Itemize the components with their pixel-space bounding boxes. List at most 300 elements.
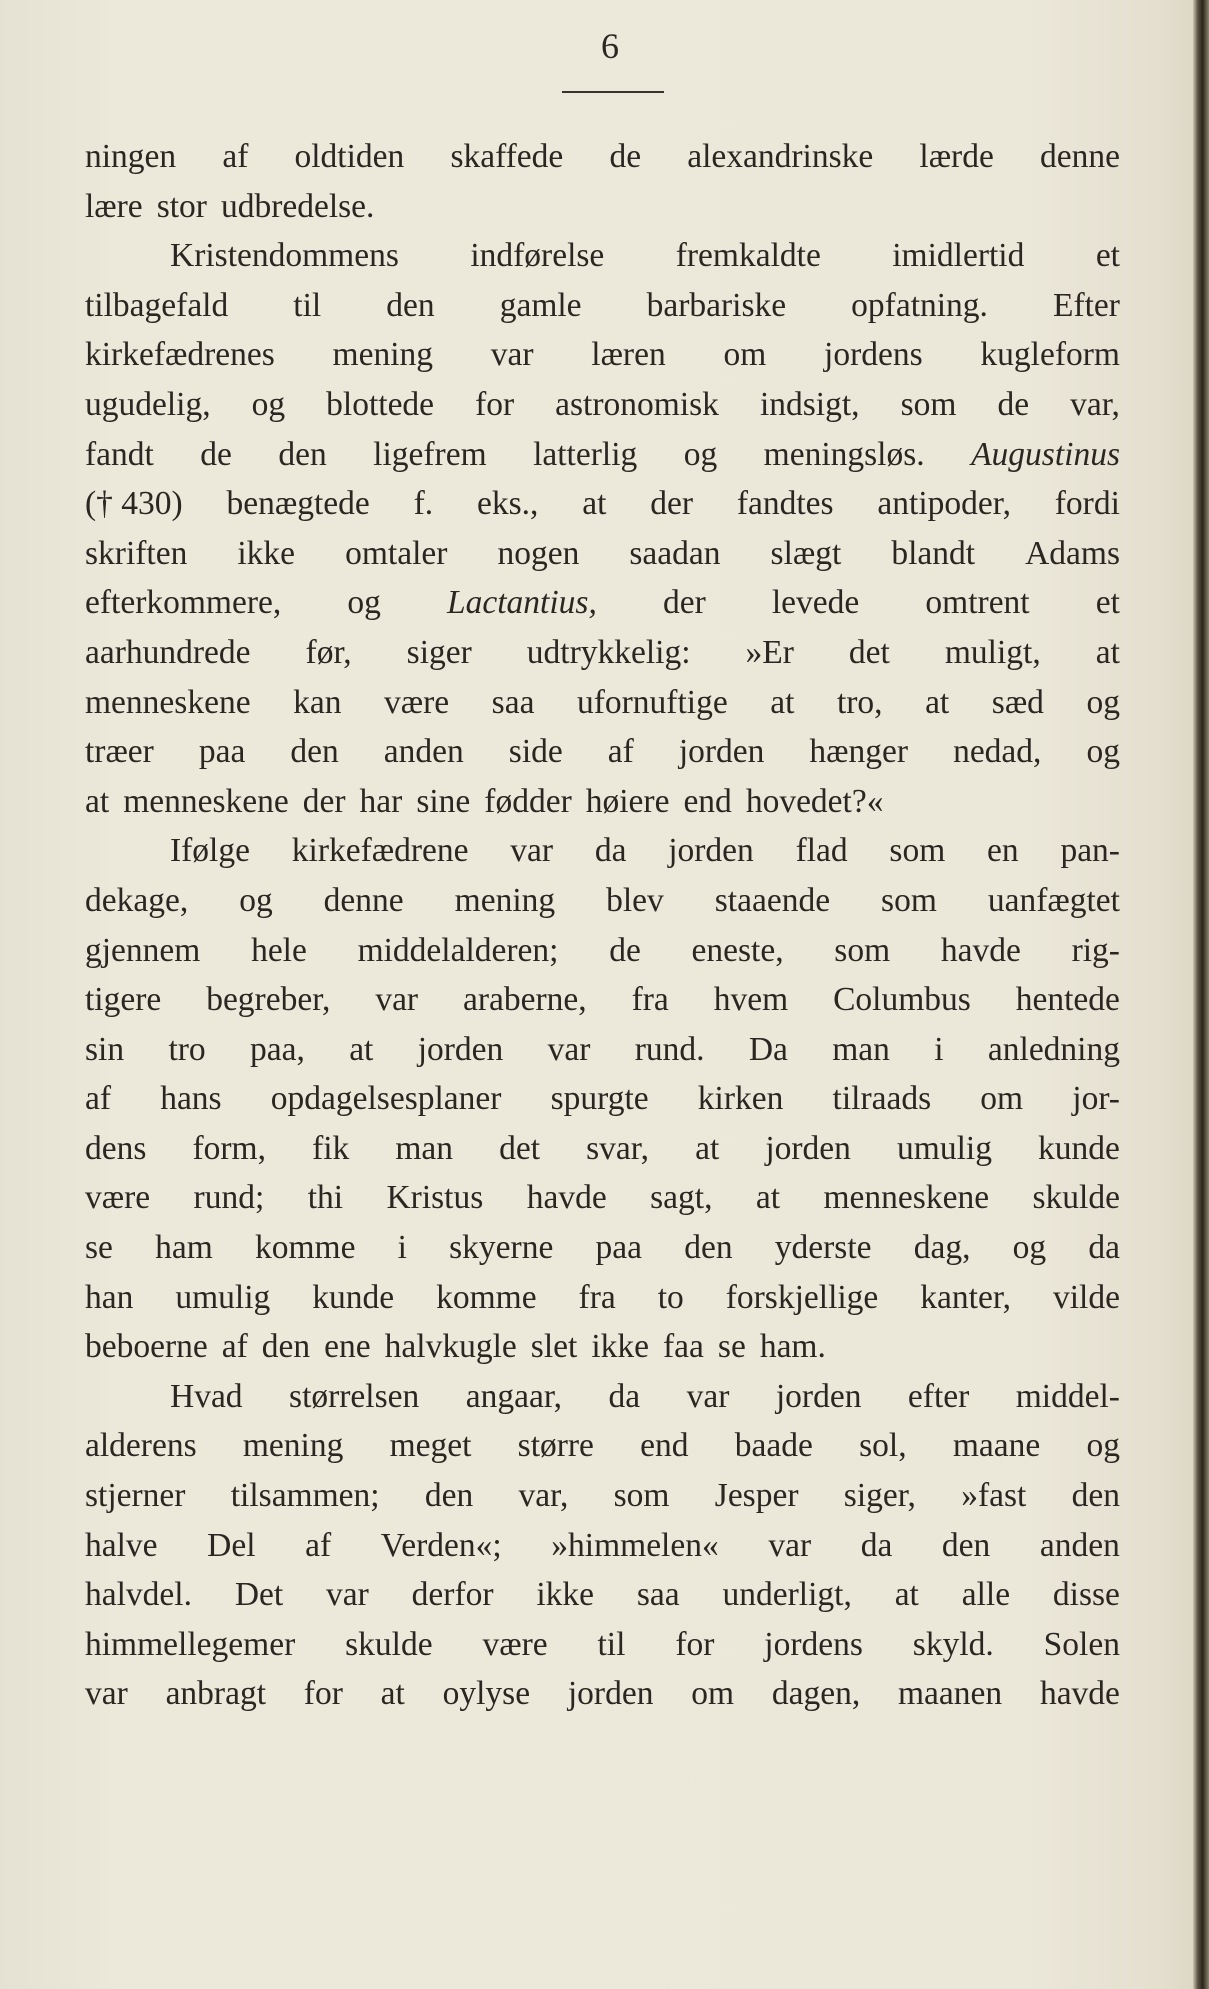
word: middel-: [1015, 1377, 1120, 1415]
book-spine-edge: [1193, 0, 1209, 1989]
word: hænger: [809, 733, 909, 771]
word: en: [987, 832, 1019, 870]
text-line: [85, 1669, 1120, 1719]
word: kugleform: [980, 336, 1120, 374]
word: man: [395, 1129, 454, 1167]
word: at: [85, 782, 110, 820]
word: ikke: [536, 1576, 595, 1614]
word: mening: [242, 1427, 344, 1465]
word: ligefrem: [373, 435, 487, 473]
word: saadan: [629, 534, 721, 572]
word: og: [1086, 733, 1120, 771]
word: kan: [293, 683, 342, 721]
word: jorden: [678, 733, 765, 771]
word: de: [200, 435, 232, 473]
word: rund;: [193, 1179, 265, 1217]
word: derfor: [411, 1576, 494, 1614]
word: og: [239, 881, 273, 919]
word: Ifølge: [170, 832, 250, 870]
word: at: [582, 485, 607, 523]
word: denne: [1039, 138, 1120, 175]
word: saa: [491, 683, 535, 721]
word: i: [397, 1229, 407, 1267]
word: umulig: [175, 1278, 271, 1316]
word: denne: [323, 881, 404, 919]
word: det: [848, 633, 890, 671]
word: ufornuftige: [576, 683, 728, 721]
word: den: [1071, 1477, 1120, 1515]
word: blottede: [326, 385, 435, 423]
word: indførelse: [470, 237, 605, 275]
word: fordi: [1054, 485, 1120, 523]
word: »fast: [961, 1477, 1027, 1515]
word: jorden: [567, 1675, 654, 1713]
text-line: [85, 231, 1120, 281]
text-line: [85, 281, 1120, 331]
word: dens: [85, 1129, 147, 1167]
word: fremkaldte: [675, 237, 821, 275]
word: være: [85, 1179, 151, 1217]
word: efterkommere,: [85, 584, 282, 622]
word: tigere: [85, 981, 162, 1019]
word: form,: [192, 1129, 266, 1167]
word: var: [85, 1675, 128, 1713]
word: han: [85, 1278, 134, 1316]
word: vilde: [1053, 1278, 1120, 1316]
word: menneskene: [123, 782, 289, 820]
text-line: [85, 1322, 1120, 1372]
word: kirkefædrene: [291, 832, 469, 870]
word: jor-: [1072, 1080, 1120, 1118]
word: tro,: [836, 683, 883, 721]
word: baade: [734, 1427, 813, 1465]
word: tilbagefald: [85, 286, 229, 324]
word: hovedet?«: [745, 782, 884, 820]
text-line: [85, 1074, 1120, 1124]
word: Hvad: [170, 1377, 243, 1415]
word: jorden: [775, 1377, 862, 1415]
word: Da: [748, 1030, 788, 1068]
word: mening: [332, 336, 433, 374]
word: oylyse: [442, 1675, 531, 1713]
word: jorden: [417, 1030, 504, 1068]
word: af: [222, 138, 249, 175]
word: af: [221, 1328, 248, 1366]
word: Solen: [1043, 1625, 1120, 1663]
word: astronomisk: [555, 385, 719, 423]
word: ugudelig,: [85, 385, 211, 423]
word: benægtede: [226, 485, 370, 523]
text-line: [85, 380, 1120, 430]
word: tro: [168, 1030, 206, 1068]
word: levede: [771, 584, 860, 622]
word: paa: [198, 733, 246, 771]
word: og: [683, 435, 718, 473]
word: imidlertid: [892, 237, 1025, 275]
word: se: [717, 1328, 746, 1366]
word: komme: [254, 1229, 356, 1267]
word: halvdel.: [85, 1576, 192, 1614]
word: side: [508, 733, 563, 771]
word: være: [482, 1625, 548, 1663]
word: at: [695, 1129, 720, 1167]
word: middelalderen;: [357, 931, 559, 969]
word: ham.: [759, 1328, 826, 1366]
word: de: [609, 931, 641, 969]
text-line: [85, 430, 1120, 480]
word: slet: [530, 1328, 578, 1366]
word: de: [609, 138, 642, 175]
word: Lactantius,: [447, 584, 597, 622]
word: antipoder,: [877, 485, 1011, 523]
word: udbredelse.: [220, 187, 375, 225]
page-number: 6: [601, 26, 619, 66]
word: i: [934, 1030, 944, 1068]
word: angaar,: [465, 1377, 563, 1415]
word: stjerner: [85, 1477, 186, 1515]
word: der: [650, 485, 693, 523]
word: menneskene: [85, 683, 251, 721]
word: ham: [155, 1229, 213, 1267]
word: spurgte: [550, 1080, 649, 1118]
word: Jesper: [714, 1477, 799, 1515]
word: havde: [940, 931, 1021, 969]
word: dekage,: [85, 881, 189, 919]
word: man: [832, 1030, 890, 1068]
word: at: [380, 1675, 405, 1713]
text-line: [85, 578, 1120, 628]
word: skriften: [85, 534, 188, 572]
word: skulde: [345, 1625, 433, 1663]
word: paa: [595, 1229, 643, 1267]
word: at: [894, 1576, 919, 1614]
word: siger: [406, 633, 472, 671]
word: havde: [526, 1179, 607, 1217]
word: muligt,: [944, 633, 1041, 671]
word: at: [755, 1179, 781, 1217]
word: den: [941, 1526, 991, 1564]
word: høiere: [585, 782, 670, 820]
word: de: [997, 385, 1030, 423]
word: for: [675, 1625, 715, 1663]
word: anden: [1039, 1526, 1120, 1564]
body-text: [85, 132, 1120, 1719]
text-line: [85, 1025, 1120, 1075]
text-line: [85, 727, 1120, 777]
word: den: [261, 1328, 311, 1366]
text-line: [85, 182, 1120, 232]
word: end: [683, 782, 732, 820]
word: et: [1095, 584, 1120, 622]
text-line: [85, 1421, 1120, 1471]
text-line: [85, 826, 1120, 876]
word: eks.,: [476, 485, 539, 523]
word: sagt,: [650, 1179, 713, 1217]
word: fra: [578, 1278, 616, 1316]
word: umulig: [897, 1129, 992, 1167]
word: opdagelsesplaner: [270, 1080, 502, 1118]
word: ikke: [237, 534, 296, 572]
word: Det: [234, 1576, 284, 1614]
word: lære: [85, 187, 143, 225]
word: saa: [636, 1576, 680, 1614]
word: som: [613, 1477, 670, 1515]
word: for: [303, 1675, 343, 1713]
page-number-rule: [562, 91, 664, 93]
text-line: [85, 132, 1120, 182]
word: før,: [305, 633, 352, 671]
word: f.: [413, 485, 434, 523]
text-line: [85, 1124, 1120, 1174]
word: tilsammen;: [230, 1477, 380, 1515]
word: som: [881, 881, 937, 919]
word: end: [640, 1427, 689, 1465]
word: at: [770, 683, 795, 721]
word: nogen: [497, 534, 580, 572]
word: den: [278, 435, 327, 473]
word: pan-: [1060, 832, 1120, 870]
word: træer: [85, 733, 154, 771]
word: fik: [312, 1129, 350, 1167]
word: og: [1012, 1229, 1047, 1267]
word: jordens: [764, 1625, 863, 1663]
word: udtrykkelig:: [526, 633, 691, 671]
word: alderens: [85, 1427, 197, 1465]
word: den: [386, 286, 435, 324]
text-line: [85, 1471, 1120, 1521]
text-line: [85, 1173, 1120, 1223]
word: Kristendommens: [170, 237, 399, 275]
word: om: [723, 336, 767, 374]
word: ene: [324, 1328, 371, 1366]
word: himmellegemer: [85, 1625, 296, 1663]
word: aarhundrede: [85, 633, 251, 671]
text-line: [85, 678, 1120, 728]
word: var,: [1070, 385, 1120, 423]
text-line: [85, 529, 1120, 579]
word: anledning: [987, 1030, 1120, 1068]
word: fandtes: [736, 485, 834, 523]
text-line: [85, 479, 1120, 529]
word: omtrent: [925, 584, 1030, 622]
word: da: [1088, 1229, 1120, 1267]
text-line: [85, 1521, 1120, 1571]
word: yderste: [774, 1229, 872, 1267]
word: uanfægtet: [987, 881, 1120, 919]
word: jordens: [824, 336, 923, 374]
word: kunde: [1038, 1129, 1120, 1167]
word: var: [686, 1377, 730, 1415]
word: jorden: [668, 832, 754, 870]
word: af: [85, 1080, 112, 1118]
word: araberne,: [463, 981, 587, 1019]
word: anden: [383, 733, 464, 771]
word: større: [517, 1427, 594, 1465]
text-line: [85, 628, 1120, 678]
word: faa: [663, 1328, 704, 1366]
word: rund.: [634, 1030, 705, 1068]
word: og: [251, 385, 286, 423]
word: stor: [156, 187, 207, 225]
word: og: [1086, 683, 1120, 721]
word: menneskene: [823, 1179, 990, 1217]
word: var,: [518, 1477, 569, 1515]
word: blev: [606, 881, 664, 919]
word: som: [900, 385, 957, 423]
word: barbariske: [646, 286, 787, 324]
word: disse: [1052, 1576, 1120, 1614]
word: Augustinus: [971, 435, 1120, 473]
word: være: [384, 683, 450, 721]
word: siger,: [843, 1477, 916, 1515]
word: meningsløs.: [763, 435, 925, 473]
text-line: [85, 1223, 1120, 1273]
word: skaffede: [450, 138, 564, 175]
word: se: [85, 1229, 113, 1267]
word: størrelsen: [289, 1377, 420, 1415]
text-line: [85, 876, 1120, 926]
word: at: [1095, 633, 1120, 671]
word: for: [475, 385, 515, 423]
word: at: [349, 1030, 374, 1068]
word: at: [925, 683, 950, 721]
word: sine: [416, 782, 471, 820]
word: fødder: [484, 782, 572, 820]
word: Del: [207, 1526, 256, 1564]
word: og: [347, 584, 381, 622]
word: to: [657, 1278, 684, 1316]
word: var: [490, 336, 534, 374]
word: og: [1086, 1427, 1120, 1465]
word: latterlig: [533, 435, 638, 473]
word: skyerne: [449, 1229, 554, 1267]
word: lærde: [919, 138, 994, 175]
word: rig-: [1071, 931, 1120, 969]
word: Columbus: [833, 981, 971, 1019]
word: var: [326, 1576, 369, 1614]
word: sin: [85, 1030, 125, 1068]
word: kirkefædrenes: [85, 336, 275, 374]
word: gamle: [499, 286, 582, 324]
word: da: [608, 1377, 641, 1415]
word: meget: [389, 1427, 472, 1465]
word: skyld.: [912, 1625, 994, 1663]
text-line: [85, 1570, 1120, 1620]
word: af: [305, 1526, 332, 1564]
word: komme: [436, 1278, 537, 1316]
word: om: [980, 1080, 1024, 1118]
word: anbragt: [165, 1675, 267, 1713]
text-line: [85, 777, 1120, 827]
word: mening: [454, 881, 556, 919]
word: af: [607, 733, 634, 771]
word: alle: [961, 1576, 1011, 1614]
word: som: [834, 931, 891, 969]
word: halvkugle: [384, 1328, 517, 1366]
word: maane: [952, 1427, 1041, 1465]
word: oldtiden: [294, 138, 405, 175]
word: var: [768, 1526, 812, 1564]
word: dagen,: [771, 1675, 861, 1713]
word: opfatning.: [851, 286, 988, 324]
word: omtaler: [345, 534, 448, 572]
word: eneste,: [691, 931, 784, 969]
word: thi: [307, 1179, 344, 1217]
word: nedad,: [953, 733, 1042, 771]
word: svar,: [586, 1129, 649, 1167]
word: paa,: [249, 1030, 305, 1068]
word: beboerne: [85, 1328, 208, 1366]
word: flad: [795, 832, 848, 870]
word: den: [684, 1229, 733, 1267]
word: slægt: [770, 534, 842, 572]
word: fandt: [85, 435, 154, 473]
word: har: [359, 782, 403, 820]
word: læren: [591, 336, 666, 374]
word: kirken: [697, 1080, 784, 1118]
word: der: [662, 584, 706, 622]
word: Kristus: [386, 1179, 484, 1217]
word: havde: [1039, 1675, 1120, 1713]
word: sol,: [859, 1427, 907, 1465]
word: var: [547, 1030, 591, 1068]
word: hele: [251, 931, 307, 969]
word: kunde: [312, 1278, 395, 1316]
word: blandt: [891, 534, 976, 572]
word: halve: [85, 1526, 158, 1564]
text-line: [85, 1273, 1120, 1323]
word: dag,: [913, 1229, 971, 1267]
word: ikke: [591, 1328, 649, 1366]
text-line: [85, 1620, 1120, 1670]
word: hvem: [713, 981, 789, 1019]
word: begreber,: [206, 981, 331, 1019]
text-line: [85, 926, 1120, 976]
word: tilraads: [832, 1080, 932, 1118]
word: da: [594, 832, 627, 870]
word: »Er: [745, 633, 794, 671]
word: den: [290, 733, 339, 771]
word: staaende: [714, 881, 831, 919]
word: til: [597, 1625, 626, 1663]
word: var: [375, 981, 419, 1019]
text-line: [85, 975, 1120, 1025]
word: efter: [907, 1377, 970, 1415]
word: fra: [631, 981, 669, 1019]
word: hentede: [1015, 981, 1120, 1019]
word: da: [860, 1526, 893, 1564]
word: et: [1095, 237, 1120, 275]
word: Efter: [1052, 286, 1120, 324]
word: var: [510, 832, 554, 870]
word: († 430): [85, 485, 183, 523]
word: sæd: [991, 683, 1044, 721]
word: jorden: [765, 1129, 851, 1167]
word: skulde: [1032, 1179, 1120, 1217]
word: der: [302, 782, 346, 820]
word: det: [499, 1129, 541, 1167]
word: ningen: [85, 138, 177, 175]
text-line: [85, 1372, 1120, 1422]
word: kanter,: [920, 1278, 1012, 1316]
text-line: [85, 330, 1120, 380]
word: den: [424, 1477, 474, 1515]
word: til: [293, 286, 322, 324]
word: Adams: [1025, 534, 1120, 572]
word: forskjellige: [725, 1278, 879, 1316]
word: Verden«;: [380, 1526, 502, 1564]
word: indsigt,: [759, 385, 860, 423]
